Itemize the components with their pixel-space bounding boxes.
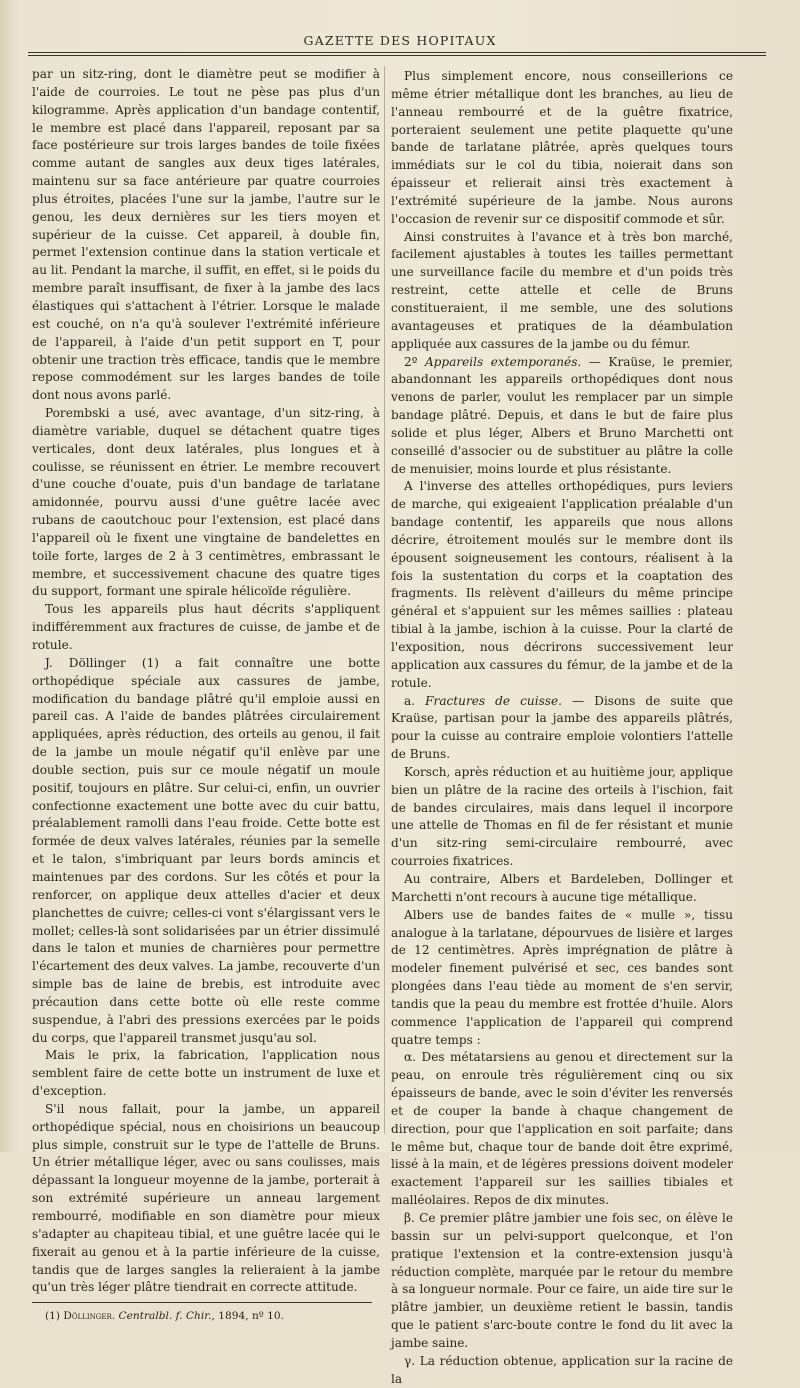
column-divider — [384, 66, 385, 1134]
running-head: GAZETTE DES HOPITAUX — [303, 33, 497, 48]
paragraph: Porembski a usé, avec avantage, d'un sitz-ring, à diamètre variable, duquel se détachent quatre tiges verticales, dont deux latérales, plus longues et à coulisse, se réunissent en étrier. Le membre recouvert d'une couche d'ouate, puis d'un bandage de tarlatane amidonnée, pourvu aussi d'une guêtre lacée avec rubans de caoutchouc pour l'extension, est placé dans l'appareil où le fixent une vingtaine de bandelettes en toile forte, larges de 2 à 3 centimètres, embrassant le membre, et successivement chacune des quatre tiges du support, formant une spirale hélicoïde régulière. — [32, 406, 380, 599]
paragraph: β. Ce premier plâtre jambier une fois sec, on élève le bassin sur un pelvi-support quelconque, et l'on pratique l'extension et la contre-extension jusqu'à réduction complète, marquée par le retour du membre à sa longueur normale. Pour ce faire, un aide tire sur le plâtre jambier, un deuxième retient le bassin, tandis que le patient s'arc-boute contre le fond du lit avec la jambe saine. — [391, 1211, 733, 1350]
footnote-journal: Centralbl. f. Chir. — [118, 1310, 212, 1323]
paragraph: J. Döllinger (1) a fait connaître une botte orthopédique spéciale aux cassures de jambe, modification du bandage plâtré qu'il emploie aussi en pareil cas. A l'aide de bandes plâtrées circulairement appliquées, après réduction, des orteils au genou, il fait de la jambe un moule négatif qu'il enlève par une double section, puis sur ce moule négatif un moule positif, toujours en plâtre. Sur celui-ci, enfin, un ouvrier confectionne exactement une botte avec du cuir battu, préalablement ramolli dans l'eau froide. Cette botte est formée de deux valves latérales, réunies par la semelle et le talon, s'imbriquant par leurs bords amincis et maintenues par des cordons. Sur les côtés et pour la renforcer, on applique deux attelles d'acier et deux planchettes de cuivre; celles-ci vont s'élargissant vers le mollet; celles-là sont solidarisées par un étrier dissimulé dans le talon et munies de charnières pour permettre l'écartement des deux valves. La jambe, recouverte d'un simple bas de laine de brebis, est introduite avec précaution dans cette botte où elle reste comme suspendue, à l'abri des pressions exercées par le poids du corps, que l'appareil transmet jusqu'au sol. — [32, 655, 380, 1045]
header-rule-top — [28, 52, 766, 53]
paragraph: α. Des métatarsiens au genou et directement sur la peau, on enroule très régulièrement cinq ou six épaisseurs de bande, avec le soin d'éviter les renversés et de couper la bande à chaque changement de direction, pour que l'application en soit parfaite; dans le même but, chaque tour de bande doit être exprimé, lissé à la main, et de légères pressions doivent modeler exactement l'appareil sur les saillies tibiales et malléolaires. Repos de dix minutes. — [391, 1050, 733, 1208]
subsection-text: — Disons de suite que Kraüse, partisan pour la jambe des appareils plâtrés, pour la cuisse au contraire emploie volontiers l'attelle de Bruns. — [391, 693, 733, 762]
section-title: Appareils extemporanés. — [424, 354, 582, 369]
paragraph: Albers use de bandes faites de « mulle », tissu analogue à la tarlatane, dépourvues de lisière et larges de 12 centimètres. Après imprégnation de plâtre à modeler finement pulvérisé et sec, ces bandes sont plongées dans l'eau tiède au moment de s'en servir, tandis que la peau du membre est frottée d'huile. Alors commence l'application de l'appareil qui comprend quatre temps : — [391, 907, 733, 1047]
footnote-rule — [32, 1302, 372, 1303]
paragraph: Korsch, après réduction et au huitième jour, applique bien un plâtre de la racine des orteils à l'ischion, fait de bandes circulaires, mais dans lequel il incorpore une attelle de Thomas en fil de fer résistant et munie d'un sitz-ring semi-circulaire rembourré, avec courroies fixatrices. — [391, 764, 733, 869]
footnote-author: Döllinger. — [63, 1310, 116, 1323]
paragraph: par un sitz-ring, dont le diamètre peut se modifier à l'aide de courroies. Le tout ne pèse pas plus d'un kilogramme. Après application d'un bandage contentif, le membre est placé dans l'appareil, reposant par sa face postérieure sur trois larges bandes de toile fixées comme autant de sangles aux deux tiges latérales, maintenu sur sa face antérieure par quatre courroies plus étroites, placées l'une sur la jambe, l'autre sur le genou, les deux dernières sur les tiers moyen et supérieur de la cuisse. Cet appareil, à double fin, permet l'extension continue dans la station verticale et au lit. Pendant la marche, il suffit, en effet, si le poids du membre paraît insuffisant, de fixer à la jambe des lacs élastiques qui s'attachent à l'étrier. Lorsque le malade est couché, on n'a qu'à soulever l'extrémité inférieure de l'appareil, à l'aide d'un petit support en T, pour obtenir une traction très efficace, tandis que le membre repose commodément sur les larges bandes de toile dont nous avons parlé. — [32, 67, 380, 403]
subsection-label: a. — [404, 693, 416, 708]
subsection-heading-paragraph — [391, 693, 733, 764]
paragraph: Tous les appareils plus haut décrits s'appliquent indifféremment aux fractures de cuisse, de jambe et de rotule. — [32, 602, 380, 652]
paragraph: γ. La réduction obtenue, application sur la racine de la — [391, 1353, 733, 1386]
header-rule-bottom — [28, 55, 766, 56]
paragraph: S'il nous fallait, pour la jambe, un appareil orthopédique spécial, nous en choisirions un beaucoup plus simple, construit sur le type de l'attelle de Bruns. Un étrier métallique léger, avec ou sans coulisses, mais dépassant la longueur moyenne de la jambe, porterait à son extrémité supérieure un anneau largement rembourré, modifiable en son diamètre pour mieux s'adapter au chapiteau tibial, et une guêtre lacée qui le fixerait au genou et à la partie inférieure de la cuisse, tandis que de larges sangles la relieraient à la jambe qu'un très léger plâtre tiendrait en correcte attitude. — [32, 1101, 380, 1295]
footnote — [32, 1309, 380, 1324]
footnote-marker: (1) — [45, 1310, 61, 1323]
paragraph: Mais le prix, la fabrication, l'application nous semblent faire de cette botte un instrument de luxe et d'exception. — [32, 1048, 380, 1099]
right-column — [391, 68, 733, 1388]
paragraph: A l'inverse des attelles orthopédiques, purs leviers de marche, qui exigeaient l'application préalable d'un bandage contentif, les appareils que nous allons décrire, étroitement moulés sur le membre dont ils épousent soigneusement les contours, réalisent à la fois la sustentation du corps et la coaptation des fragments. Ils relèvent d'ailleurs du même principe général et s'appuient sur les mêmes saillies : plateau tibial à la jambe, ischion à la cuisse. Pour la clarté de l'exposition, nous décrirons successivement leur application aux cassures du fémur, de la jambe et de la rotule. — [391, 479, 733, 690]
section-heading-paragraph — [391, 354, 733, 479]
paragraph: Plus simplement encore, nous conseillerions ce même étrier métallique dont les branches, au lieu de l'anneau rembourré et de la guêtre fixatrice, porteraient seulement une petite plaquette qu'une bande de tarlatane plâtrée, après quelques tours immédiats sur le col du tibia, noierait dans son épaisseur et relierait ainsi très exactement à l'extrémité supérieure de la jambe. Nous aurons l'occasion de revenir sur ce dispositif commode et sûr. — [391, 69, 733, 226]
footnote-rest: , 1894, nº 10. — [211, 1310, 284, 1323]
paragraph: Au contraire, Albers et Bardeleben, Dollinger et Marchetti n'ont recours à aucune tige métallique. — [391, 871, 733, 904]
section-text: — Kraüse, le premier, abandonnant les appareils orthopédiques dont nous venons de parler, voulut les remplacer par un simple bandage plâtré. Depuis, et dans le but de faire plus solide et plus léger, Albers et Bruno Marchetti ont conseillé d'associer ou de substituer au plâtre la colle de menuisier, moins lourde et plus résistante. — [391, 354, 733, 476]
left-column — [32, 66, 380, 1324]
paragraph: Ainsi construites à l'avance et à très bon marché, facilement ajustables à toutes les tailles permettant une surveillance facile du membre et d'un poids très restreint, cette attelle et celle de Bruns constitueraient, il me semble, une des solutions avantageuses et pratiques de la déambulation appliquée aux cassures de la jambe ou du fémur. — [391, 229, 733, 351]
section-number: 2º — [404, 354, 418, 369]
subsection-title: Fractures de cuisse. — [425, 693, 562, 708]
